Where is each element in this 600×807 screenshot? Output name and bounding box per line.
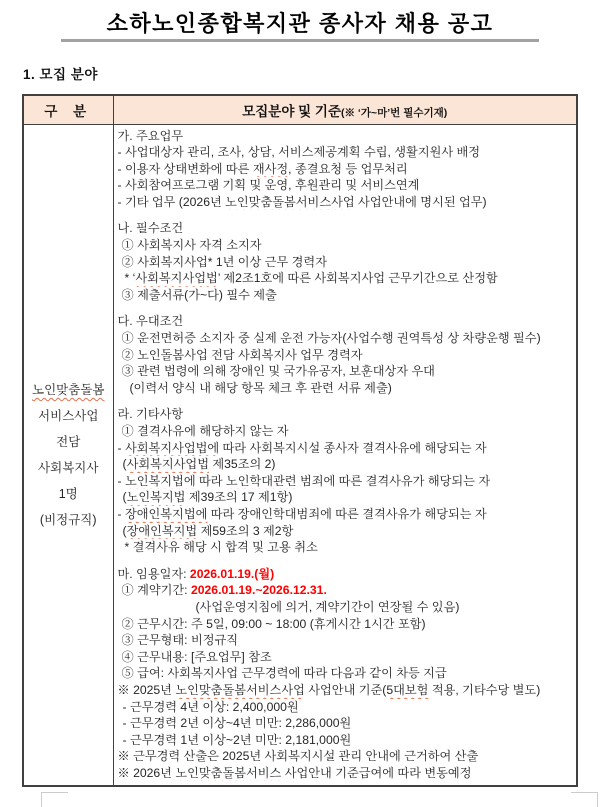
- text-line: [118, 682, 574, 699]
- text-line: [24, 429, 113, 455]
- text-segment: - 기타 업무 (2026년: [117, 194, 226, 209]
- spellcheck-underlined-text: 사회복지사업법: [126, 457, 209, 472]
- text-line: [118, 523, 574, 540]
- highlighted-date-text: 2026.01.19.~2026.12.31.: [190, 583, 327, 598]
- criteria-section-da-preferences: [118, 313, 574, 396]
- text-line: [118, 440, 574, 457]
- text-line: [24, 455, 113, 481]
- criteria-section-ma-appointment: [118, 566, 574, 782]
- spellcheck-underlined-text: 노인복지법에: [124, 473, 196, 488]
- text-line: [118, 489, 574, 506]
- text-segment: (비정규직): [39, 512, 97, 527]
- text-segment: 범죄에 따른 결격사유가 해당되는 자: [296, 473, 491, 488]
- text-segment: ② 사회복지사업* 1년 이상 근무 경력자: [121, 254, 327, 269]
- text-segment: ※ 2025년: [117, 682, 176, 697]
- text-segment: 적용, 기타수당 별도): [428, 682, 541, 697]
- text-line: [118, 287, 574, 304]
- col-header-criteria-note: (※ ‘가~마’번 필수기재): [341, 106, 448, 119]
- text-segment: *: [124, 271, 133, 286]
- spellcheck-underlined-text: 노인맞춤돌봄: [32, 382, 105, 397]
- col-header-criteria-label: 모집분야 및 기준: [242, 103, 341, 119]
- text-segment: 사업안내 기준급여에 따라 변동예정: [281, 765, 472, 780]
- text-line: [118, 566, 574, 583]
- text-segment: - 이용자 상태변화에 따른: [117, 161, 253, 176]
- text-segment: 마. 임용일자:: [117, 566, 190, 581]
- text-segment: 제2조1호에 따른 사회복지사업 근무기간으로 산정함: [220, 271, 498, 286]
- page-margin-corner-left: [41, 792, 68, 807]
- criteria-section-ra-other: [118, 406, 574, 555]
- text-line: [118, 313, 574, 330]
- text-line: [118, 270, 574, 287]
- recruitment-table: [22, 94, 578, 787]
- highlighted-date-text: 2026.01.19.(월): [189, 566, 275, 581]
- text-segment: ③ 제출서류(가~다) 필수 제출: [121, 287, 277, 302]
- text-segment: 1명: [58, 486, 78, 501]
- text-segment: 따라: [195, 473, 226, 488]
- text-line: [118, 765, 574, 782]
- text-segment: 사업안내 기준(: [304, 682, 387, 697]
- table-header-row: [23, 95, 577, 124]
- text-segment: 가. 주요업무: [117, 128, 184, 143]
- text-line: [118, 363, 574, 380]
- text-line: [118, 632, 574, 649]
- text-segment: 서비스사업: [38, 408, 99, 423]
- text-segment: ③ 근무형태: 비정규직: [121, 633, 239, 648]
- page-title: [0, 0, 600, 42]
- criteria-section-na-requirements: [118, 220, 574, 303]
- text-segment: (사업운영지침에 의거, 계약기간이 연장될 수 있음): [195, 599, 460, 614]
- text-line: [118, 616, 574, 633]
- text-line: [118, 473, 574, 490]
- page-title-text: 소하노인종합복지관 종사자 채용 공고: [106, 11, 494, 36]
- text-line: [24, 507, 113, 533]
- text-line: [118, 539, 574, 556]
- text-line: [118, 194, 574, 211]
- text-line: [24, 377, 113, 403]
- text-segment: 따라 사회복지시설 종사자 결격사유에 해당되는 자: [219, 440, 487, 455]
- text-line: [118, 649, 574, 666]
- text-segment: (: [122, 457, 127, 472]
- text-line: [118, 347, 574, 364]
- text-line: [118, 406, 574, 423]
- text-line: [118, 220, 574, 237]
- text-segment: ③ 관련 법령에 의해 장애인 및 국가유공자, 보훈대상자 우대: [121, 364, 435, 379]
- text-segment: 제59조의 3 제2항: [197, 523, 294, 538]
- text-line: [118, 715, 574, 732]
- text-segment: - 근무경력 4년 이상: 2,400,000원: [122, 699, 299, 714]
- text-segment: ④ 근무내용: [주요업무] 참조: [121, 649, 272, 664]
- text-line: [118, 506, 574, 523]
- spellcheck-underlined-text: 장애인복지법: [126, 523, 198, 538]
- text-segment: ※ 근무경력 산출은 2025년 사회복지시설 관리 안내에 근거하여 산출: [117, 749, 479, 764]
- position-cell: [23, 124, 113, 786]
- text-line: [24, 481, 113, 507]
- text-segment: * 결격사유 해당 시 합격 및 고용 취소: [124, 540, 318, 555]
- position-lines: [24, 377, 113, 533]
- text-segment: 나. 필수조건: [117, 221, 184, 236]
- text-line: [118, 237, 574, 254]
- text-segment: ① 사회복지사 자격 소지자: [121, 238, 262, 253]
- text-segment: -: [117, 473, 125, 488]
- text-line: [118, 582, 574, 599]
- criteria-sections: [118, 128, 574, 782]
- text-segment: ① 운전면허증 소지자 중 실제 운전 가능자(사업수행 권역특성 상 차량운행 필수): [121, 331, 541, 346]
- text-segment: -: [117, 506, 125, 521]
- text-line: [118, 732, 574, 749]
- spellcheck-underlined-text: 노인맞춤돌봄서비스사업: [225, 194, 355, 209]
- text-segment: 라. 기타사항: [117, 407, 184, 422]
- text-segment: (: [122, 490, 127, 505]
- spellcheck-underlined-text: 재사정: [252, 161, 289, 176]
- text-segment: - 근무경력 2년 이상~4년 미만: 2,286,000원: [122, 716, 352, 731]
- table-body-row: [23, 124, 577, 786]
- text-line: [118, 599, 574, 616]
- spellcheck-underlined-text: 노인맞춤돌봄서비스사업: [175, 682, 305, 697]
- text-segment: - 사회참여프로그램 기획 및 운영, 후원관리 및 서비스연계: [117, 178, 420, 193]
- text-segment: -: [117, 440, 125, 455]
- section-heading: 1. 모집 분야: [23, 67, 98, 82]
- text-segment: ⑤ 급여: 사회복지사업 근무경력에 따라 다음과 같이 차등 지급: [121, 666, 447, 681]
- text-line: [118, 665, 574, 682]
- col-header-category-label: 구 분: [44, 103, 93, 119]
- text-segment: (: [122, 523, 127, 538]
- text-line: [118, 254, 574, 271]
- spellcheck-underlined-text: 5대보험: [386, 682, 429, 697]
- spellcheck-underlined-text: 노인학대관련: [225, 473, 297, 488]
- text-segment: ※ 2026년: [117, 765, 176, 780]
- text-segment: ① 결격사유에 해당하지 않는 자: [121, 424, 289, 438]
- col-header-criteria: [113, 95, 577, 124]
- text-line: [118, 699, 574, 716]
- text-segment: 사업안내에 명시된 업무): [354, 194, 487, 209]
- spellcheck-underlined-text: 노인복지법: [126, 490, 186, 505]
- page-margin-corner-right: [571, 792, 598, 807]
- text-segment: 전담: [56, 434, 81, 449]
- text-segment: , 종결요청 등 업무처리: [288, 161, 408, 176]
- criteria-section-ga-main-duties: [118, 128, 574, 211]
- text-line: [118, 161, 574, 178]
- text-segment: 제35조의 2): [208, 457, 276, 472]
- text-segment: ① 계약기간:: [121, 583, 191, 598]
- text-line: [118, 748, 574, 765]
- spellcheck-underlined-text: 노인맞춤돌봄서비스: [175, 765, 282, 780]
- text-segment: - 사업대상자 관리, 조사, 상담, 서비스제공계획 수립, 생활지원사 배정: [117, 145, 481, 160]
- text-line: [118, 177, 574, 194]
- text-line: [24, 403, 113, 429]
- text-line: [118, 144, 574, 161]
- text-segment: - 근무경력 1년 이상~2년 미만: 2,181,000원: [122, 732, 352, 747]
- text-line: [118, 423, 574, 440]
- text-segment: (이력서 양식 내 해당 항목 체크 후 관련 서류 제출): [129, 380, 392, 395]
- text-segment: 사회복지사: [38, 460, 99, 475]
- text-line: [118, 128, 574, 145]
- title-underline: [61, 39, 539, 42]
- text-segment: ② 노인돌봄사업 전담 사회복지사 업무 경력자: [121, 347, 363, 362]
- spellcheck-underlined-text: 사회복지사업법에: [124, 440, 220, 455]
- text-line: [118, 330, 574, 347]
- text-segment: ② 근무시간: 주 5일, 09:00 ~ 18:00 (휴게시간 1시간 포함): [121, 616, 426, 631]
- text-segment: 제39조의 17 제1항): [185, 490, 293, 505]
- text-line: [118, 380, 574, 397]
- criteria-cell: [113, 124, 577, 786]
- spellcheck-underlined-text: ‘사회복지사업법’: [132, 271, 221, 286]
- text-line: [118, 456, 574, 473]
- col-header-category: [23, 95, 113, 124]
- text-segment: 따라 장애인학대범죄에 따른 결격사유가 해당되는 자: [207, 506, 487, 521]
- text-segment: 다. 우대조건: [117, 314, 184, 329]
- spellcheck-underlined-text: 장애인복지법에: [124, 506, 208, 521]
